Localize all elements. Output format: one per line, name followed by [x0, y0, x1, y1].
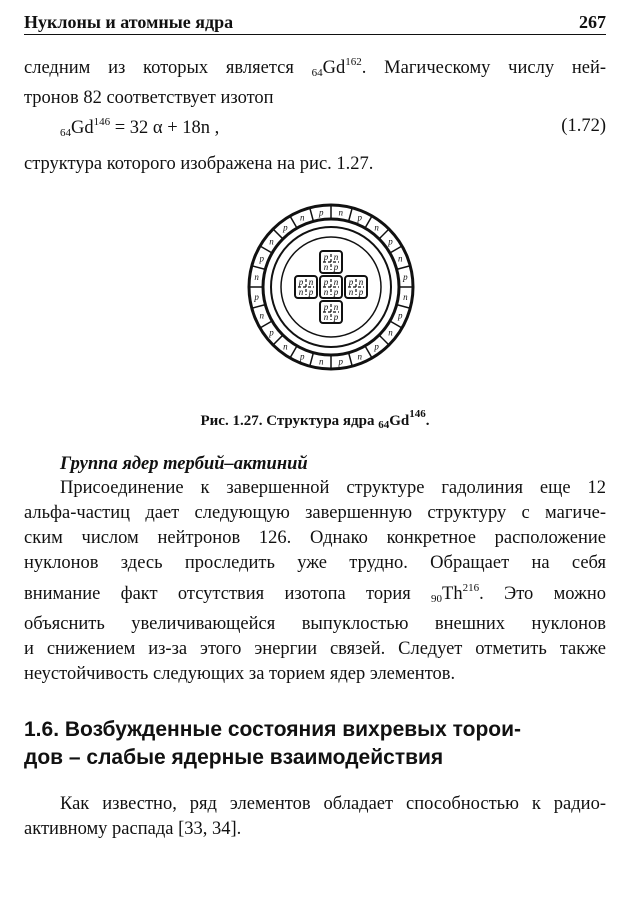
- nucleon-label: p: [308, 287, 314, 297]
- nucleus-structure-figure: [246, 202, 416, 372]
- nucleon-label: n: [323, 262, 329, 272]
- nucleon-label: p: [283, 222, 288, 233]
- nucleon-label: n: [333, 302, 339, 312]
- nucleon-label: p: [269, 327, 274, 338]
- nucleon-label: n: [357, 351, 362, 362]
- thorium-line: внимание факт отсутствия изотопа тория $_{90}Th^{216}$. Это можно: [24, 582, 606, 605]
- intro-paragraph: [24, 50, 606, 111]
- nucleon-label: p: [323, 302, 329, 312]
- body-paragraph: Присоединение к завершенной структуре гадолиния еще 12 альфа-частиц дает следующую завершенную структуру с магиче- ским числом нейтронов 126. Однако конкретное расположение нуклонов здесь проследить уже трудно. Обращает на себя внимание факт отсутствия изотопа тория $_{90}Th^{216}$. Это можно объяснить увеличивающейся выпуклостью внешних нуклонов и снижением из-за этого энергии связей. Следует отметить также неустойчивость следующих за торием ядер элементов.: [24, 478, 606, 684]
- running-title: Нуклоны и атомные ядра: [24, 12, 234, 32]
- nucleon-label: n: [323, 312, 329, 322]
- nucleon-label: n: [308, 277, 314, 287]
- section-heading: 1.6. Возбужденные состояния вихревых торои- дов – слабые ядерные взаимодействия: [24, 718, 521, 769]
- nucleon-label: n: [254, 272, 259, 283]
- nucleon-label: p: [374, 341, 379, 352]
- nucleon-label: n: [403, 291, 408, 302]
- nucleon-label: p: [300, 351, 305, 362]
- subsection-title: Группа ядер тербий–актиний: [60, 454, 308, 474]
- nucleon-label: p: [259, 253, 264, 264]
- nucleon-label: p: [333, 287, 339, 297]
- nucleon-label: p: [333, 262, 339, 272]
- nucleon-label: n: [269, 236, 274, 247]
- nucleon-label: n: [259, 310, 264, 321]
- nucleon-label: p: [403, 272, 408, 283]
- nucleon-label: p: [333, 312, 339, 322]
- nucleon-label: p: [323, 252, 329, 262]
- nucleon-label: n: [338, 207, 344, 218]
- nucleon-label: n: [283, 341, 288, 352]
- nucleon-label: p: [254, 291, 259, 302]
- closing-paragraph: Как известно, ряд элементов обладает способностью к радио- активному распада [33, 34].: [24, 794, 606, 839]
- nucleon-label: p: [348, 277, 354, 287]
- nucleon-label: p: [338, 356, 344, 367]
- after-formula-text: структура которого изображена на рис. 1.27.: [24, 154, 374, 174]
- figure-caption: Рис. 1.27. Структура ядра $_{64}Gd^{146}$.: [200, 408, 430, 431]
- nucleon-label: n: [323, 287, 329, 297]
- nucleon-label: n: [300, 212, 305, 223]
- nucleon-label: p: [358, 287, 364, 297]
- isotope-symbol: Gd: [322, 58, 346, 78]
- nucleon-label: p: [323, 277, 329, 287]
- intro-line-2: тронов 82 соответствует изотоп: [24, 88, 274, 108]
- nucleon-label: n: [374, 222, 379, 233]
- nucleon-label: p: [357, 212, 362, 223]
- equation-1-72: $_{64}Gd^{146} = 32$ α + 18n , (1.72): [60, 116, 606, 139]
- nucleon-label: n: [398, 253, 403, 264]
- isotope-superscript: 162: [345, 56, 362, 68]
- nucleon-label: n: [318, 356, 324, 367]
- intro-line-1: следним из которых является $_{64}Gd^{162}$. Магическому числу ней-: [24, 56, 606, 79]
- nucleon-label: n: [298, 287, 304, 297]
- nucleon-label: p: [318, 207, 324, 218]
- running-header: [24, 12, 606, 35]
- nucleon-label: p: [398, 310, 403, 321]
- isotope-subscript: 64: [311, 67, 323, 79]
- equation-number: (1.72): [561, 116, 606, 136]
- nucleon-label: p: [388, 236, 393, 247]
- page-number: 267: [579, 12, 606, 32]
- nucleon-label: p: [298, 277, 304, 287]
- nucleon-label: n: [333, 252, 339, 262]
- nucleon-label: n: [358, 277, 364, 287]
- nucleon-label: n: [388, 327, 393, 338]
- nucleus-diagram: [246, 202, 416, 372]
- nucleon-label: n: [333, 277, 339, 287]
- nucleon-label: n: [348, 287, 354, 297]
